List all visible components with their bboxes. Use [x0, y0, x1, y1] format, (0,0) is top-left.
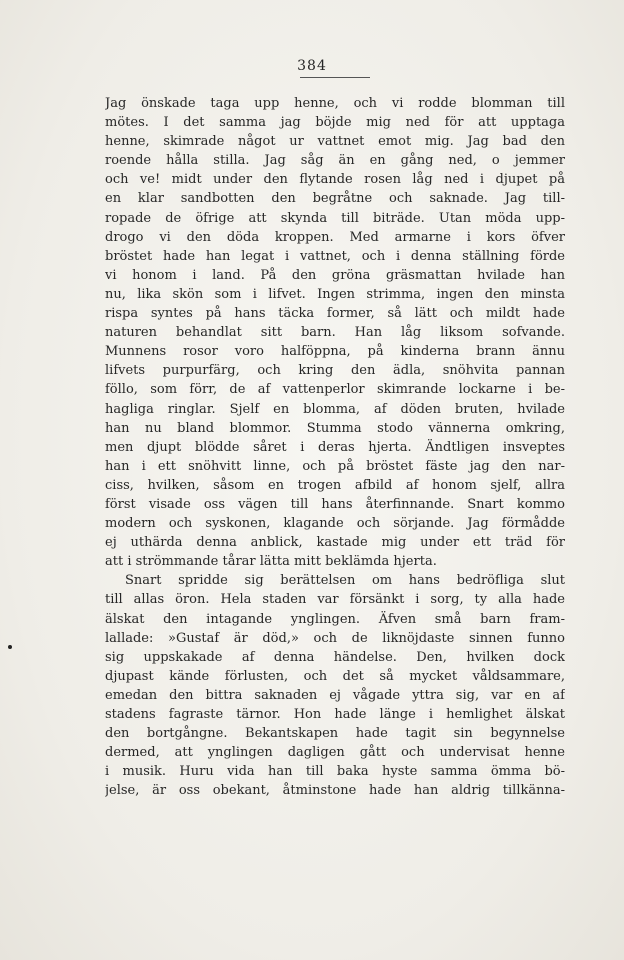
text-line: den bortgångne. Bekantskapen hade tagit sin begynnelse: [105, 726, 565, 742]
text-line: att i strömmande tårar lätta mitt beklämda hjerta.: [105, 554, 437, 570]
text-line: henne, skimrade något ur vattnet emot mig. Jag bad den: [105, 134, 565, 150]
text-line: men djupt blödde såret i deras hjerta. Ändtligen insveptes: [105, 439, 565, 455]
text-line: stadens fagraste tärnor. Hon hade länge i hemlighet älskat: [105, 707, 565, 722]
text-line: bröstet hade han legat i vattnet, och i denna ställning förde: [105, 248, 565, 264]
text-line: vi honom i land. På den gröna gräsmattan hvilade han: [105, 267, 565, 283]
text-line: och ve! midt under den flytande rosen låg ned i djupet på: [105, 172, 565, 188]
text-line: mötes. I det samma jag böjde mig ned för att upptaga: [105, 115, 565, 131]
text-line: modern och syskonen, klagande och sörjande. Jag förmådde: [105, 516, 565, 532]
body-text: [105, 94, 565, 800]
page-number: 384: [297, 58, 327, 74]
text-line: han nu bland blommor. Stumma stodo vännerna omkring,: [105, 420, 565, 436]
text-line: rispa syntes på hans täcka former, så lätt och mildt hade: [105, 306, 565, 322]
text-line: älskat den intagande ynglingen. Äfven små barn fram-: [105, 611, 565, 627]
text-line: ciss, hvilken, såsom en trogen afbild af honom sjelf, allra: [105, 477, 565, 493]
text-line: Snart spridde sig berättelsen om hans bedröfliga slut: [125, 573, 565, 589]
text-line: djupast kände förlusten, och det så mycket våldsammare,: [105, 668, 565, 684]
text-line: drogo vi den döda kroppen. Med armarne i kors öfver: [105, 229, 565, 245]
text-line: nu, lika skön som i lifvet. Ingen strimma, ingen den minsta: [105, 286, 565, 302]
text-line: i musik. Huru vida han till baka hyste samma ömma bö-: [105, 764, 565, 780]
text-line: lallade: »Gustaf är död,» och de liknöjdaste sinnen funno: [105, 630, 565, 646]
text-line: föllo, som förr, de af vattenperlor skimrande lockarne i be-: [105, 382, 565, 398]
text-line: först visade oss vägen till hans återfinnande. Snart kommo: [105, 496, 565, 512]
text-line: ropade de öfrige att skynda till biträde. Utan möda upp-: [105, 210, 565, 226]
text-line: Jag önskade taga upp henne, och vi rodde blomman till: [105, 96, 565, 111]
page-number-rule: [300, 77, 370, 78]
text-line: dermed, att ynglingen dagligen gått och undervisat henne: [105, 745, 565, 761]
text-line: sig uppskakade af denna händelse. Den, hvilken dock: [105, 649, 565, 665]
margin-mark: [8, 645, 12, 649]
text-line: han i ett snöhvitt linne, och på bröstet fäste jag den nar-: [105, 458, 565, 474]
text-line: jelse, är oss obekant, åtminstone hade han aldrig tillkänna-: [105, 783, 565, 799]
text-line: emedan den bittra saknaden ej vågade yttra sig, var en af: [105, 687, 565, 703]
text-line: till allas öron. Hela staden var försänkt i sorg, ty alla hade: [105, 592, 565, 608]
text-line: naturen behandlat sitt barn. Han låg liksom sofvande.: [105, 325, 565, 341]
text-line: en klar sandbotten den begråtne och saknade. Jag till-: [105, 191, 565, 207]
text-line: Munnens rosor voro halföppna, på kinderna brann ännu: [105, 344, 565, 360]
text-line: lifvets purpurfärg, och kring den ädla, snöhvita pannan: [105, 363, 565, 379]
text-line: roende hålla stilla. Jag såg än en gång ned, o jemmer: [105, 153, 565, 169]
text-line: hagliga ringlar. Sjelf en blomma, af döden bruten, hvilade: [105, 401, 565, 417]
text-line: ej uthärda denna anblick, kastade mig under ett träd för: [105, 535, 565, 551]
